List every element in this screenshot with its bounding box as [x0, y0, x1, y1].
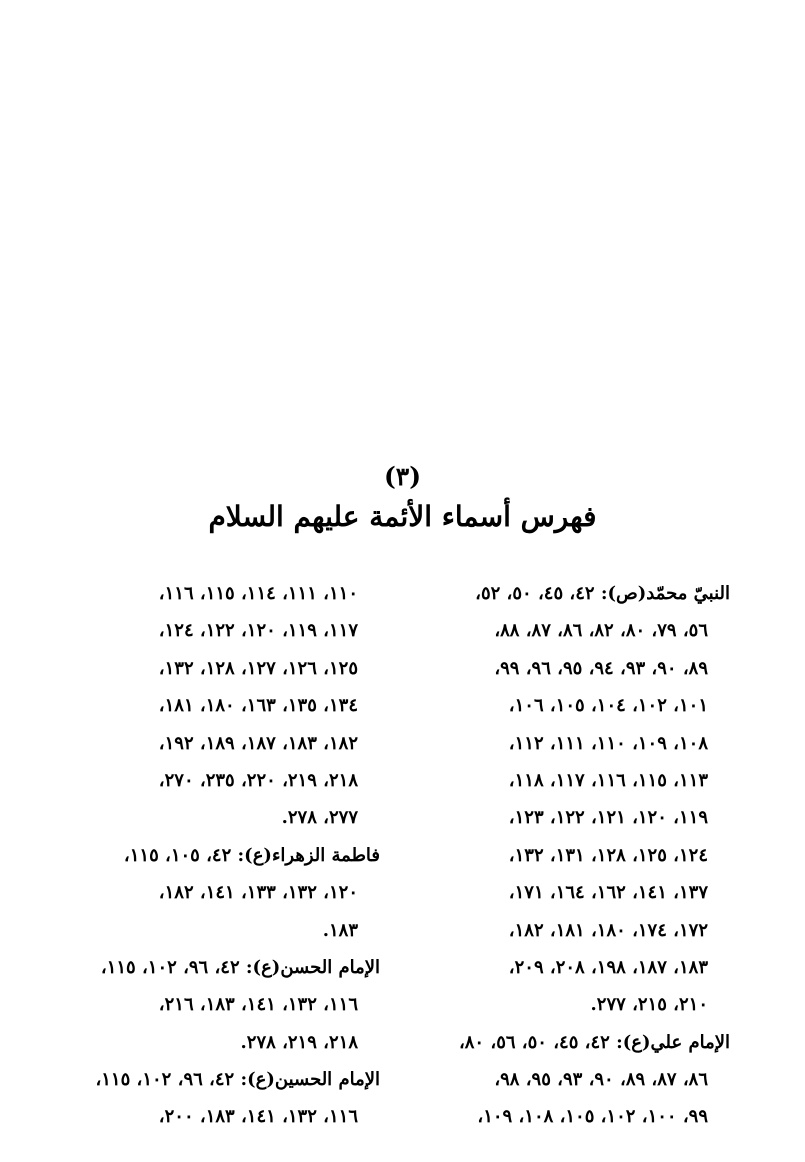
index-continuation-line: ١٨٣، ١٨٧، ١٩٨، ٢٠٨، ٢٠٩، — [508, 956, 708, 978]
index-continuation-line: ٨٦، ٨٧، ٨٩، ٩٠، ٩٣، ٩٥، ٩٨، — [494, 1069, 708, 1091]
index-continuation-line: ٨٩، ٩٠، ٩٣، ٩٤، ٩٥، ٩٦، ٩٩، — [494, 657, 708, 679]
index-continuation-line: ١٨٢، ١٨٣، ١٨٧، ١٨٩، ١٩٢، — [158, 732, 358, 754]
index-continuation-line: ١١٦، ١٣٢، ١٤١، ١٨٣، ٢١٦، — [158, 994, 358, 1016]
index-continuation-line: ١٠١، ١٠٢، ١٠٤، ١٠٥، ١٠٦، — [508, 695, 708, 717]
index-continuation-line: ٢١٨، ٢١٩، ٢٧٨. — [240, 1031, 358, 1053]
index-entry-line: الإمام الحسين(ع): ٤٢، ٩٦، ١٠٢، ١١٥، — [95, 1069, 380, 1091]
index-entry-line: النبيّ محمّد(ص): ٤٢، ٤٥، ٥٠، ٥٢، — [475, 583, 730, 604]
index-continuation-line: ١٣٧، ١٤١، ١٦٢، ١٦٤، ١٧١، — [508, 882, 708, 904]
index-column-right — [390, 575, 730, 1136]
index-continuation-line: ١١٣، ١١٥، ١١٦، ١١٧، ١١٨، — [508, 769, 708, 791]
index-continuation-line: ٢١٨، ٢١٩، ٢٢٠، ٢٣٥، ٢٧٠، — [158, 769, 358, 791]
index-continuation-line: ١١٠، ١١١، ١١٤، ١١٥، ١١٦، — [158, 583, 358, 604]
section-number: (٣) — [383, 462, 422, 491]
index-continuation-line: ٥٦، ٧٩، ٨٠، ٨٢، ٨٦، ٨٧، ٨٨، — [494, 620, 708, 642]
index-continuation-line: ٩٩، ١٠٠، ١٠٢، ١٠٥، ١٠٨، ١٠٩، — [477, 1106, 708, 1128]
index-entry-line: الإمام الحسن(ع): ٤٢، ٩٦، ١٠٢، ١١٥، — [100, 956, 380, 978]
index-continuation-line: ١١٦، ١٣٢، ١٤١، ١٨٣، ٢٠٠، — [158, 1106, 358, 1128]
index-entry-line: فاطمة الزهراء(ع): ٤٢، ١٠٥، ١١٥، — [123, 844, 380, 866]
index-continuation-line: ١٨٣. — [322, 919, 358, 941]
index-continuation-line: ١١٩، ١٢٠، ١٢١، ١٢٢، ١٢٣، — [508, 807, 708, 829]
index-continuation-line: ١٢٤، ١٢٥، ١٢٨، ١٣١، ١٣٢، — [508, 844, 708, 866]
index-entry-line: الإمام علي(ع): ٤٢، ٤٥، ٥٠، ٥٦، ٨٠، — [458, 1031, 730, 1053]
index-column-left — [40, 575, 380, 1136]
index-continuation-line: ١٣٤، ١٣٥، ١٦٣، ١٨٠، ١٨١، — [158, 695, 358, 717]
index-continuation-line: ١١٧، ١١٩، ١٢٠، ١٢٢، ١٢٤، — [158, 620, 358, 642]
section-title: فهرس أسماء الأئمة عليهم السلام — [208, 500, 597, 533]
index-continuation-line: ٢١٠، ٢١٥، ٢٧٧. — [590, 994, 708, 1016]
index-continuation-line: ٢٧٧، ٢٧٨. — [281, 807, 358, 829]
index-continuation-line: ١٧٢، ١٧٤، ١٨٠، ١٨١، ١٨٢، — [508, 919, 708, 941]
index-continuation-line: ١٠٨، ١٠٩، ١١٠، ١١١، ١١٢، — [508, 732, 708, 754]
index-continuation-line: ١٢٠، ١٣٢، ١٣٣، ١٤١، ١٨٢، — [158, 882, 358, 904]
index-continuation-line: ١٢٥، ١٢٦، ١٢٧، ١٢٨، ١٣٢، — [158, 657, 358, 679]
